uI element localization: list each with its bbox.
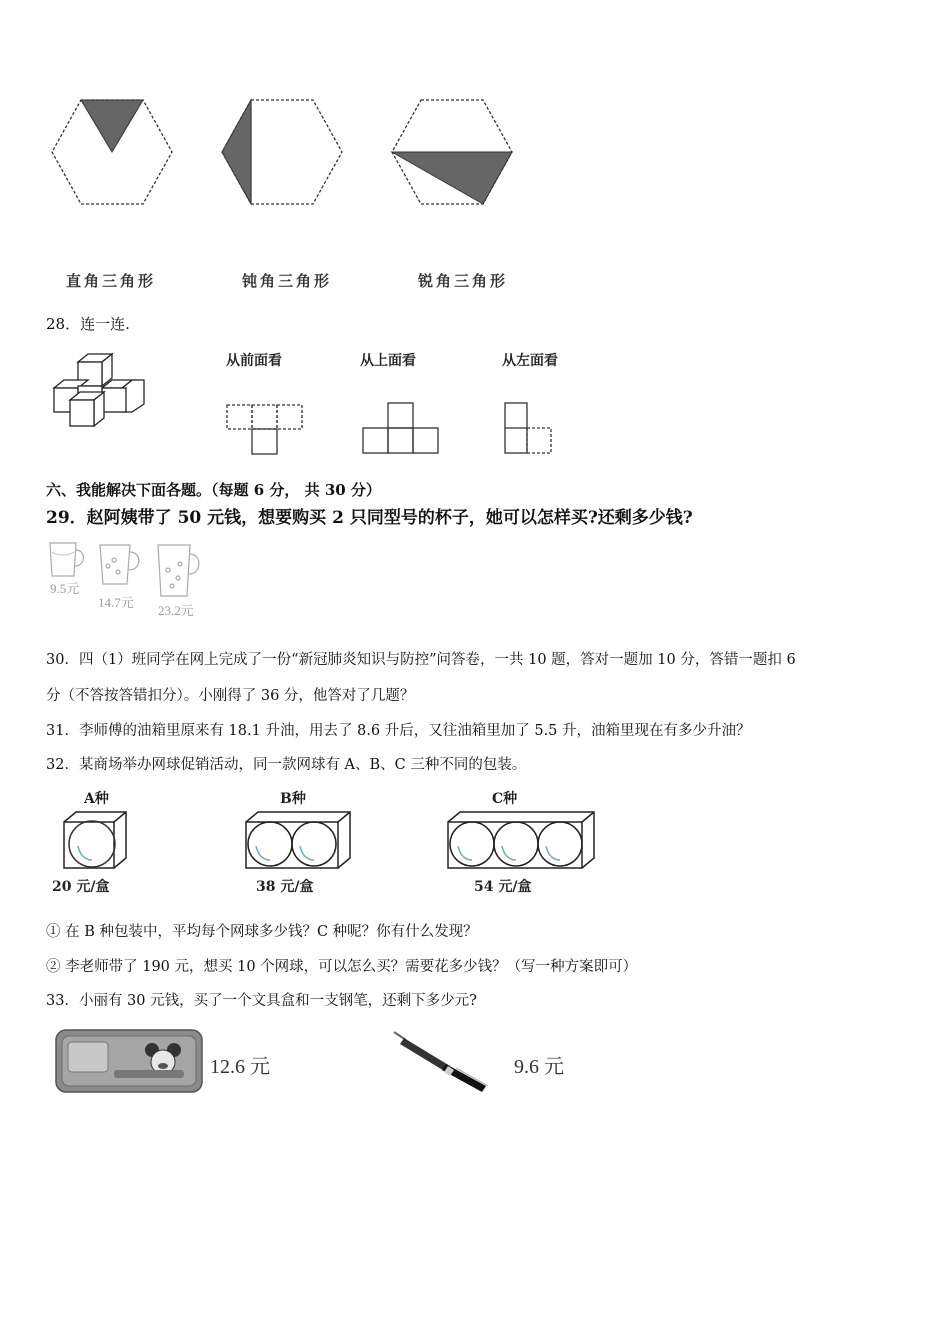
package-b-price: 38 元/盒 bbox=[256, 879, 314, 895]
q30-line2: 分（不答按答错扣分）。小刚得了 36 分，他答对了几题？ bbox=[46, 688, 415, 704]
cup-icon bbox=[96, 542, 144, 588]
q32-sub2: ② 李老师带了 190 元，想买 10 个网球，可以怎么买？需要花多少钱？（写一种方案即可） bbox=[46, 959, 638, 975]
pencil-box-image bbox=[54, 1026, 204, 1094]
package-c-box bbox=[446, 810, 596, 870]
pencil-box-price: 12.6 元 bbox=[210, 1056, 270, 1078]
q30-line1: 30．四（1）班同学在网上完成了一份“新冠肺炎知识与防控”问答卷，一共 10 题，答对一题加 10 分，答错一题扣 6 bbox=[46, 652, 796, 668]
cup-price-2: 14.7元 bbox=[98, 595, 134, 610]
hexagon-obtuse-triangle-figure bbox=[220, 98, 345, 208]
package-c-name: C种 bbox=[492, 791, 518, 807]
view-top-label: 从上面看 bbox=[360, 353, 416, 369]
package-a-name: A种 bbox=[84, 791, 109, 807]
view-front-label: 从前面看 bbox=[226, 353, 282, 369]
package-a-price: 20 元/盒 bbox=[52, 879, 110, 895]
q31-text: 31．李师傅的油箱里原来有 18.1 升油，用去了 8.6 升后，又往油箱里加了 5.5 升，油箱里现在有多少升油？ bbox=[46, 723, 751, 739]
left-view-figure bbox=[504, 402, 556, 456]
view-left-label: 从左面看 bbox=[502, 353, 558, 369]
package-b-name: B种 bbox=[280, 791, 306, 807]
hexagon-right-triangle-figure bbox=[50, 98, 175, 208]
q29-text: 29．赵阿姨带了 50 元钱，想要购买 2 只同型号的杯子，她可以怎样买?还剩多少钱? bbox=[46, 508, 693, 528]
top-view-figure bbox=[362, 402, 440, 456]
cup-icon bbox=[154, 542, 204, 600]
cube-stack-figure bbox=[52, 352, 147, 430]
label-acute-triangle: 锐角三角形 bbox=[418, 272, 509, 290]
cup-icon bbox=[46, 540, 88, 580]
pen-price: 9.6 元 bbox=[514, 1056, 564, 1078]
hexagon-acute-triangle-figure bbox=[390, 98, 515, 208]
front-view-figure bbox=[226, 404, 304, 456]
cup-price-3: 23.2元 bbox=[158, 603, 194, 618]
section-six-title: 六、我能解决下面各题。（每题 6 分， 共 30 分） bbox=[46, 481, 381, 499]
q32-sub1: ① 在 B 种包装中，平均每个网球多少钱？C 种呢？你有什么发现？ bbox=[46, 924, 478, 940]
package-c-price: 54 元/盒 bbox=[474, 879, 532, 895]
package-b-box bbox=[244, 810, 352, 870]
q28-title: 28．连一连. bbox=[46, 315, 130, 333]
cup-price-1: 9.5元 bbox=[50, 581, 80, 596]
package-a-box bbox=[62, 810, 128, 870]
label-right-triangle: 直角三角形 bbox=[66, 272, 157, 290]
fountain-pen-image bbox=[390, 1028, 502, 1098]
label-obtuse-triangle: 钝角三角形 bbox=[242, 272, 333, 290]
q32-text: 32．某商场举办网球促销活动，同一款网球有 A、B、C 三种不同的包装。 bbox=[46, 757, 527, 773]
q33-text: 33．小丽有 30 元钱，买了一个文具盒和一支钢笔，还剩下多少元? bbox=[46, 993, 477, 1009]
